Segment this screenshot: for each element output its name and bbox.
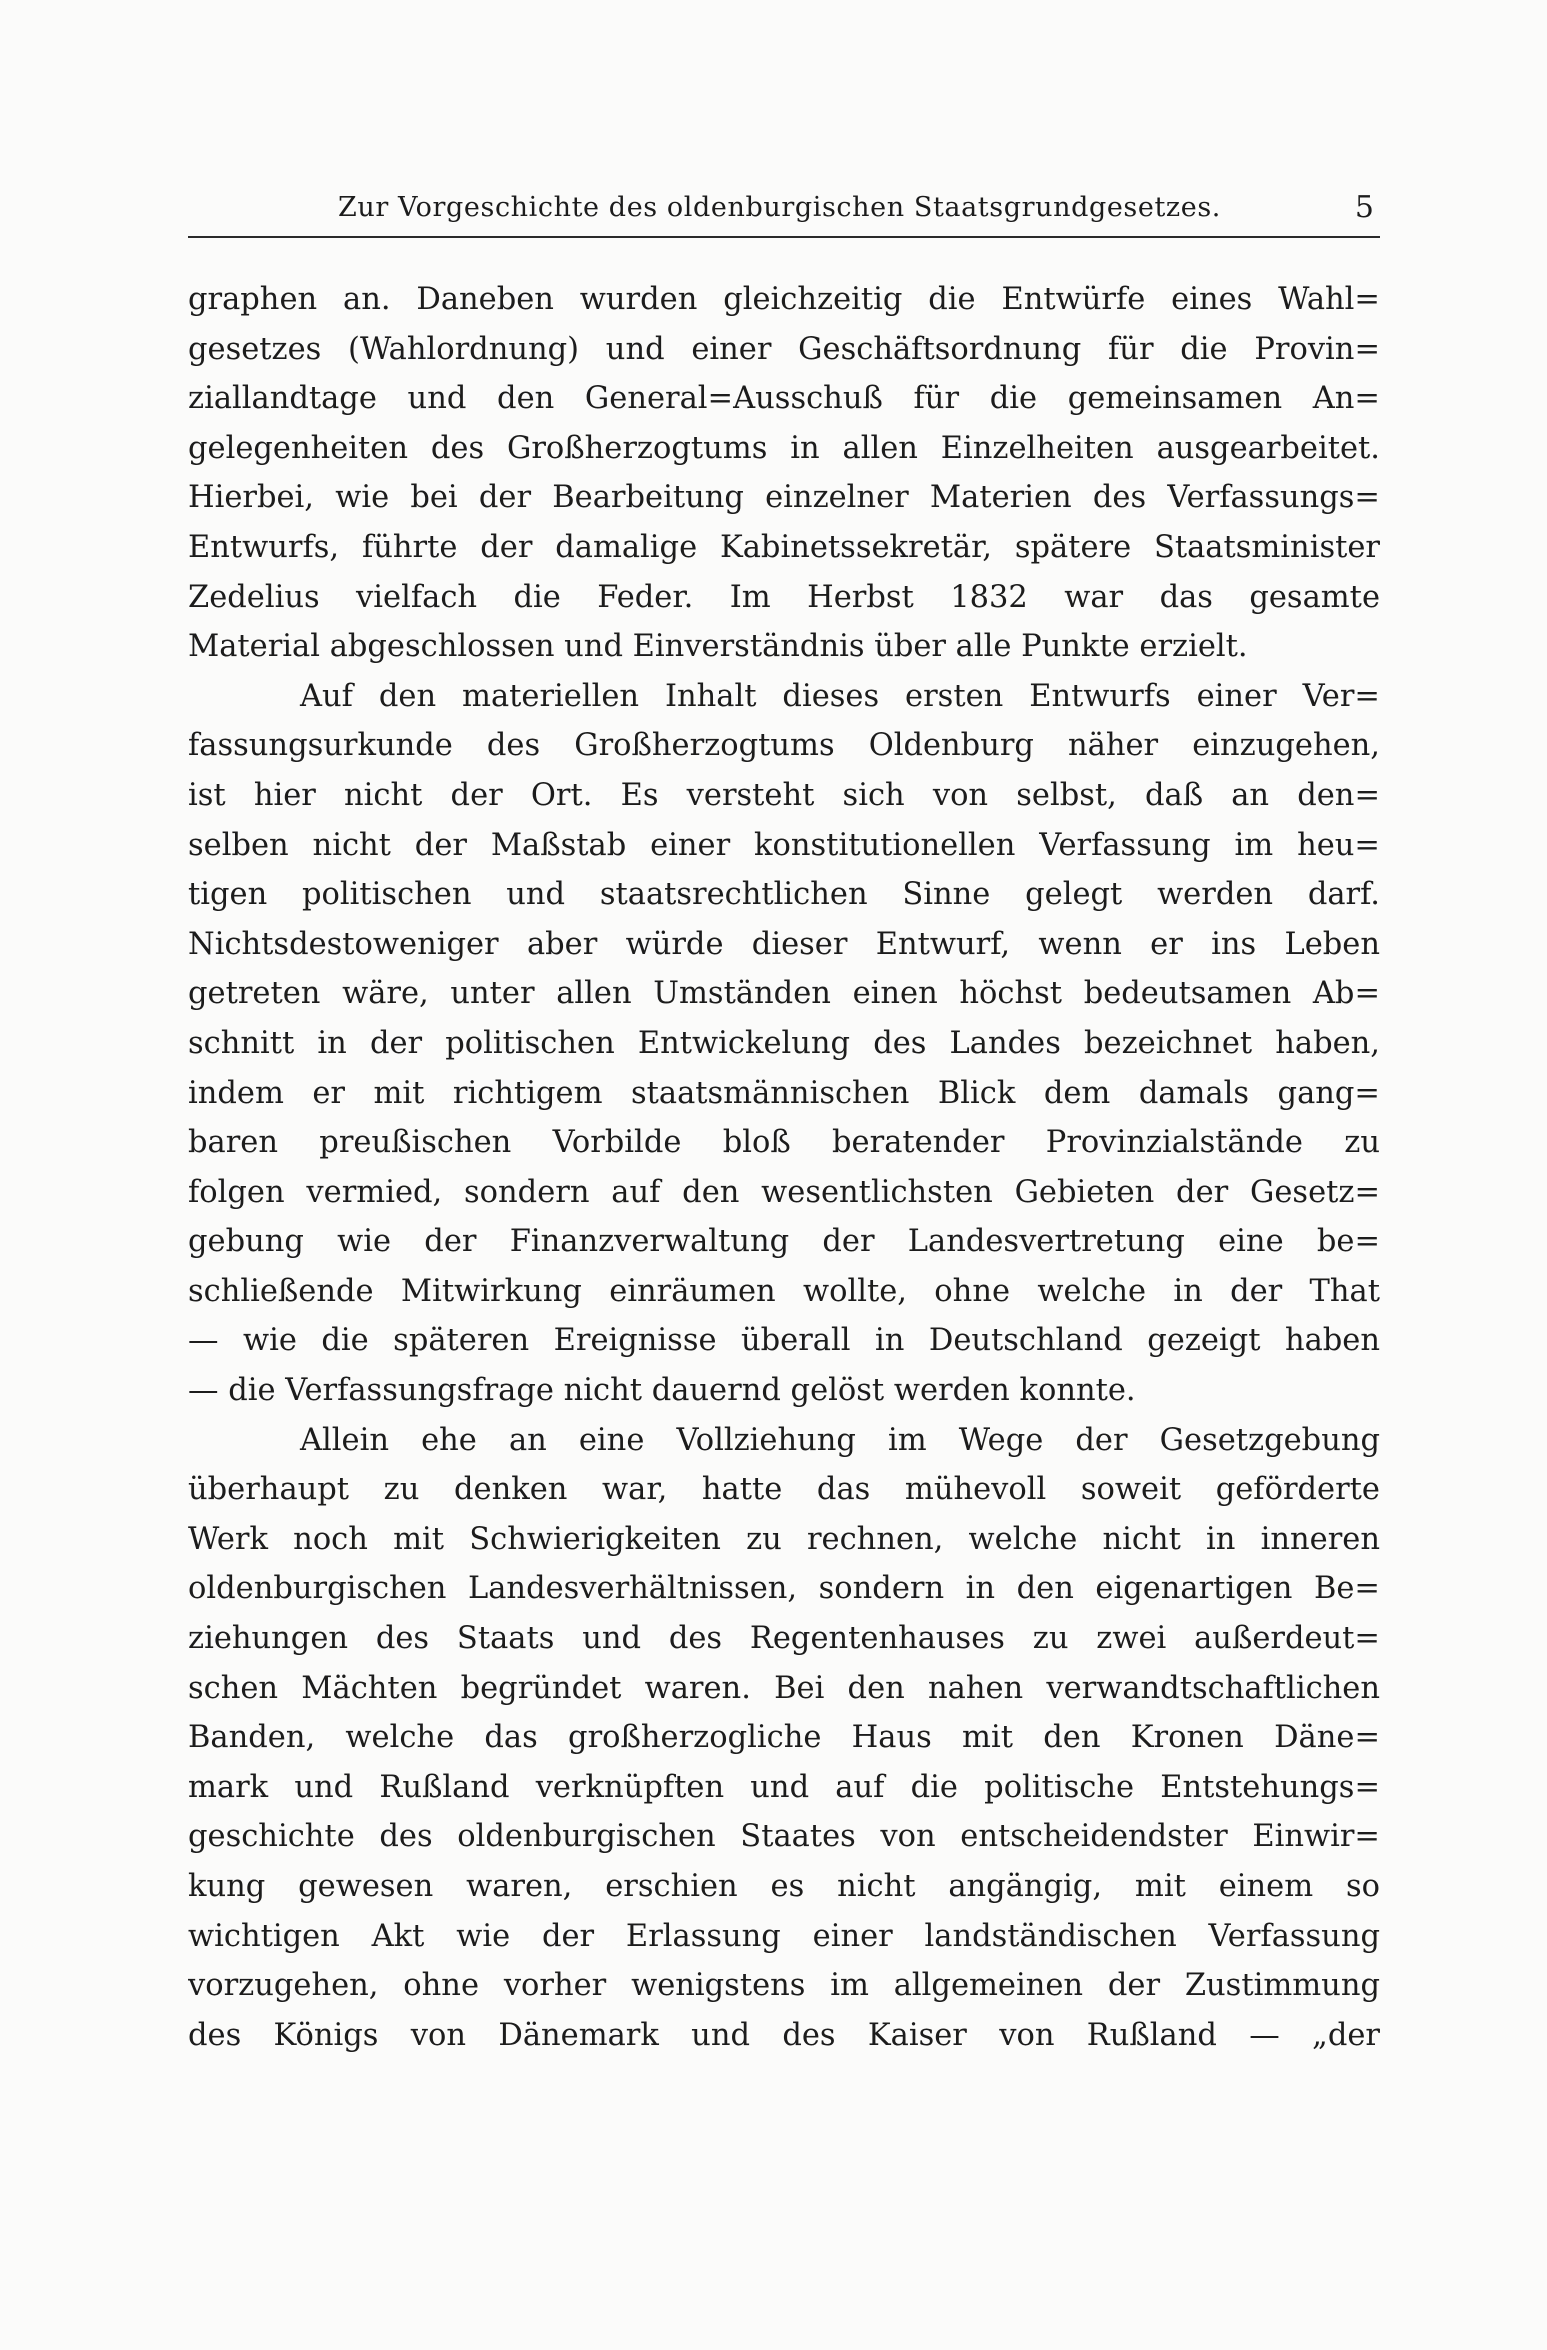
text-line: gebung wie der Finanzverwaltung der Landesvertretung eine be=	[188, 1224, 1380, 1260]
text-line: gelegenheiten des Großherzogtums in allen Einzelheiten ausgearbeitet.	[188, 430, 1380, 466]
text-line: baren preußischen Vorbilde bloß beratender Provinzialstände zu	[188, 1125, 1380, 1161]
text-line: selben nicht der Maßstab einer konstitutionellen Verfassung im heu=	[188, 827, 1380, 863]
text-line: oldenburgischen Landesverhältnissen, sondern in den eigenartigen Be=	[188, 1571, 1380, 1607]
text-line: schen Mächten begründet waren. Bei den nahen verwandtschaftlichen	[188, 1670, 1380, 1706]
text-line: getreten wäre, unter allen Umständen einen höchst bedeutsamen Ab=	[188, 976, 1380, 1012]
text-line: Entwurfs, führte der damalige Kabinetssekretär, spätere Staatsminister	[188, 529, 1380, 565]
text-line: Nichtsdestoweniger aber würde dieser Entwurf, wenn er ins Leben	[188, 926, 1380, 962]
text-line: Auf den materiellen Inhalt dieses ersten Entwurfs einer Ver=	[300, 678, 1380, 714]
text-line: Zedelius vielfach die Feder. Im Herbst 1832 war das gesamte	[188, 579, 1380, 615]
text-line: tigen politischen und staatsrechtlichen Sinne gelegt werden darf.	[188, 877, 1380, 913]
text-line: mark und Rußland verknüpften und auf die politische Entstehungs=	[188, 1769, 1380, 1805]
text-line: vorzugehen, ohne vorher wenigstens im allgemeinen der Zustimmung	[188, 1968, 1380, 2004]
text-line: ziallandtage und den General=Ausschuß für die gemeinsamen An=	[188, 381, 1380, 417]
text-line: Hierbei, wie bei der Bearbeitung einzelner Materien des Verfassungs=	[188, 480, 1380, 516]
text-line: — wie die späteren Ereignisse überall in Deutschland gezeigt haben	[188, 1323, 1380, 1359]
text-line: überhaupt zu denken war, hatte das mühevoll soweit geförderte	[188, 1472, 1380, 1508]
text-line: — die Verfassungsfrage nicht dauernd gelöst werden konnte.	[188, 1373, 1136, 1409]
body-text	[188, 275, 1380, 2060]
text-line: Banden, welche das großherzogliche Haus mit den Kronen Däne=	[188, 1720, 1380, 1756]
text-line: geschichte des oldenburgischen Staates von entscheidendster Einwir=	[188, 1819, 1380, 1855]
text-line: indem er mit richtigem staatsmännischen Blick dem damals gang=	[188, 1075, 1380, 1111]
text-line: ziehungen des Staats und des Regentenhauses zu zwei außerdeut=	[188, 1621, 1380, 1657]
text-line: graphen an. Daneben wurden gleichzeitig die Entwürfe eines Wahl=	[188, 282, 1380, 317]
text-line: wichtigen Akt wie der Erlassung einer landständischen Verfassung	[188, 1918, 1380, 1954]
text-line: Werk noch mit Schwierigkeiten zu rechnen, welche nicht in inneren	[188, 1521, 1380, 1557]
text-line: ist hier nicht der Ort. Es versteht sich von selbst, daß an den=	[188, 777, 1380, 813]
running-title: Zur Vorgeschichte des oldenburgischen Staatsgrundgesetzes.	[338, 192, 1221, 223]
page-header	[188, 180, 1380, 238]
page-number: 5	[1354, 190, 1374, 225]
text-line: kung gewesen waren, erschien es nicht angängig, mit einem so	[188, 1869, 1380, 1904]
text-line: Material abgeschlossen und Einverständnis über alle Punkte erzielt.	[188, 629, 1248, 665]
text-line: schnitt in der politischen Entwickelung des Landes bezeichnet haben,	[188, 1025, 1380, 1061]
text-line: Allein ehe an eine Vollziehung im Wege der Gesetzgebung	[300, 1422, 1380, 1458]
text-line: folgen vermied, sondern auf den wesentlichsten Gebieten der Gesetz=	[188, 1174, 1380, 1210]
text-line: fassungsurkunde des Großherzogtums Oldenburg näher einzugehen,	[188, 728, 1380, 764]
text-line: gesetzes (Wahlordnung) und einer Geschäftsordnung für die Provin=	[188, 331, 1380, 367]
text-line: schließende Mitwirkung einräumen wollte, ohne welche in der That	[188, 1273, 1380, 1309]
text-line: des Königs von Dänemark und des Kaiser von Rußland — „der	[188, 2017, 1380, 2053]
